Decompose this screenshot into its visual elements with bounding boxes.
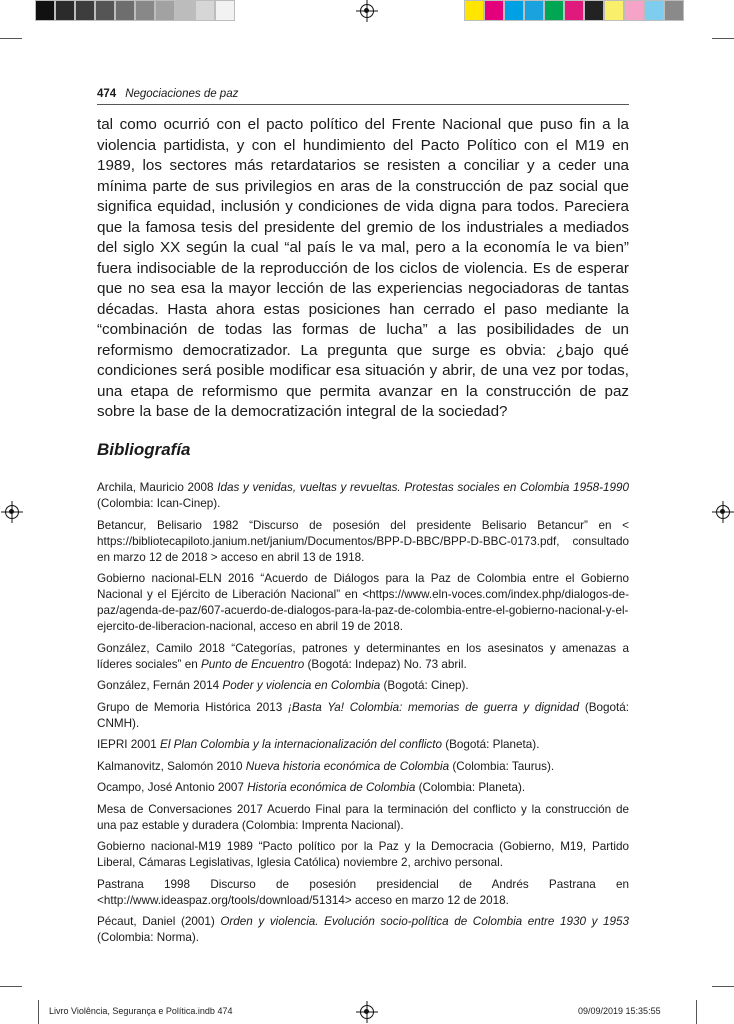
color-swatch <box>55 0 75 21</box>
registration-mark-right-icon <box>716 505 730 519</box>
registration-mark-bottom-icon <box>360 1005 374 1019</box>
bibliography-entry <box>97 877 629 909</box>
crop-mark-bottom-right-vertical <box>696 1000 697 1024</box>
entry-title: Nueva historia económica de Colombia <box>245 759 450 773</box>
bibliography-entry <box>97 518 629 566</box>
entry-publisher: (Colombia: Taurus). <box>449 759 555 773</box>
entry-text: Pastrana 1998 Discurso de posesión presidencial de Andrés Pastrana en <http://www.ideaspaz.org/tools/download/51314> acceso en marzo 12 de 2018. <box>97 877 629 907</box>
entry-text: IEPRI 2001 <box>97 738 161 751</box>
color-swatch <box>664 0 684 21</box>
entry-publisher: (Colombia: Norma). <box>97 931 199 944</box>
color-swatch <box>644 0 664 21</box>
color-swatch <box>544 0 564 21</box>
page-number: 474 <box>97 88 117 100</box>
running-header <box>97 88 629 105</box>
bibliography-entry <box>97 839 629 871</box>
crop-mark-bottom-left-vertical <box>38 1000 39 1024</box>
crop-mark-bottom-left <box>0 986 22 987</box>
bibliography-entry <box>97 802 629 834</box>
color-swatch <box>604 0 624 21</box>
entry-title: Historia económica de Colombia <box>247 781 416 794</box>
entry-publisher: (Bogotá: Cinep). <box>380 679 469 692</box>
color-swatch <box>584 0 604 21</box>
bibliography-entry <box>97 678 629 694</box>
body-paragraph: tal como ocurrió con el pacto político del Frente Nacional que puso fin a la violencia partidista, y con el hundimiento del Pacto Político con el M19 en 1989, los sectores más retardatarios se resisten a conciliar y a ceder una mínima parte de sus privilegios en aras de la construcción de paz social que significa equidad, inclusión y condiciones de vida digna para todos. Pareciera que la famosa tesis del presidente del gremio de los industriales a mediados del siglo XX según la cual “al país le va mal, pero a la economía le va bien” fuera indisociable de la reproducción de los ciclos de violencia. Es de esperar que no sea esa la mayor lección de las experiencias negociadoras de tantas décadas. Hasta ahora estas posiciones han cerrado el paso mediante la “combinación de todas las formas de lucha” a las posibilidades de un reformismo democratizador. La pregunta que surge es obvia: ¿bajo qué condiciones será posible modificar esa situación y abrir, de una vez por todas, una etapa de reformismo que permita avanzar en la construcción de paz sobre la base de la democratización integral de la sociedad? <box>97 116 629 420</box>
color-swatch <box>215 0 235 21</box>
footer-file-info: Livro Violência, Segurança e Política.indb 474 <box>49 1006 233 1016</box>
bibliography-heading: Bibliografía <box>97 440 191 459</box>
color-swatch <box>484 0 504 21</box>
entry-text: Mesa de Conversaciones 2017 Acuerdo Final para la terminación del conflicto y la construcción de una paz estable y duradera (Colombia: Imprenta Nacional). <box>97 802 629 832</box>
entry-text: Gobierno nacional-ELN 2016 “Acuerdo de Diálogos para la Paz de Colombia entre el Gobierno Nacional y el Ejército de Liberación Nacional” en <https://www.eln-voces.com/index.php/dialogos-de-paz/agenda-de-paz/607-acuerdo-de-dialogos-para-la-paz-de-colombia-entre-el-gobierno-nacional-y-el-ejercito-de-liberacion-nacional, acceso en abril 19 de 2018. <box>97 572 629 633</box>
color-swatch <box>175 0 195 21</box>
entry-title: Orden y violencia. Evolución socio-política de Colombia entre 1930 y 1953 <box>220 915 630 928</box>
color-swatch <box>524 0 544 21</box>
color-swatch <box>624 0 644 21</box>
bibliography-entry <box>97 914 629 946</box>
crop-mark-top-right <box>712 38 734 39</box>
entry-title: Punto de Encuentro <box>200 657 305 671</box>
entry-publisher: (Colombia: Ican-Cinep). <box>97 497 221 510</box>
entry-title: El Plan Colombia y la internacionalización del conflicto <box>160 738 442 751</box>
entry-text: González, Camilo 2018 “Categorías, patrones y determinantes en los asesinatos y amenazas a líderes sociales” en <box>97 641 629 671</box>
color-swatch <box>75 0 95 21</box>
bibliography-entry <box>97 759 629 775</box>
bibliography-entry <box>97 700 629 732</box>
running-title: Negociaciones de paz <box>125 88 239 100</box>
entry-text: Kalmanovitz, Salomón 2010 <box>97 759 246 773</box>
bibliography-entry <box>97 571 629 635</box>
entry-text: González, Fernán 2014 <box>97 679 223 692</box>
entry-publisher: (Colombia: Planeta). <box>415 781 526 794</box>
grayscale-calibration-bar <box>35 0 235 21</box>
entry-title: Poder y violencia en Colombia <box>222 679 381 692</box>
bibliography-entry <box>97 641 629 673</box>
color-swatch <box>155 0 175 21</box>
color-swatch <box>504 0 524 21</box>
bibliography-list <box>97 480 629 952</box>
color-swatch <box>115 0 135 21</box>
color-swatch <box>135 0 155 21</box>
crop-mark-top-left <box>0 38 22 39</box>
entry-title: ¡Basta Ya! Colombia: memorias de guerra y dignidad <box>288 700 580 714</box>
bibliography-entry <box>97 480 629 512</box>
entry-title: Idas y venidas, vueltas y revueltas. Protestas sociales en Colombia 1958-1990 <box>217 481 629 494</box>
entry-text: Betancur, Belisario 1982 “Discurso de posesión del presidente Belisario Betancur” en < https://bibliotecapiloto.janium.net/janium/Documentos/BPP-D-BBC/BPP-D-BBC-0173.pdf, consultado en marzo 12 de 2018 > acceso en abril 13 de 1918. <box>97 518 629 564</box>
entry-publisher: (Bogotá: CNMH). <box>97 700 630 730</box>
entry-text: Archila, Mauricio 2008 <box>97 481 218 494</box>
crop-mark-bottom-right <box>712 986 734 987</box>
bibliography-entry <box>97 780 629 796</box>
entry-text: Pécaut, Daniel (2001) <box>97 915 221 928</box>
color-swatch <box>195 0 215 21</box>
color-swatch <box>35 0 55 21</box>
color-swatch <box>95 0 115 21</box>
color-swatch <box>564 0 584 21</box>
entry-text: Ocampo, José Antonio 2007 <box>97 781 248 794</box>
color-swatch <box>464 0 484 21</box>
entry-publisher: (Bogotá: Planeta). <box>441 738 540 751</box>
entry-text: Gobierno nacional-M19 1989 “Pacto político por la Paz y la Democracia (Gobierno, M19, Partido Liberal, Cámaras Legislativas, Iglesia Católica) noviembre 2, archivo personal. <box>97 840 629 869</box>
entry-text: Grupo de Memoria Histórica 2013 <box>97 700 289 714</box>
registration-mark-top-icon <box>360 4 374 18</box>
footer-timestamp: 09/09/2019 15:35:55 <box>578 1006 661 1016</box>
color-calibration-bar <box>464 0 684 21</box>
entry-publisher: (Bogotá: Indepaz) No. 73 abril. <box>304 657 467 671</box>
bibliography-entry <box>97 737 629 753</box>
registration-mark-left-icon <box>5 505 19 519</box>
